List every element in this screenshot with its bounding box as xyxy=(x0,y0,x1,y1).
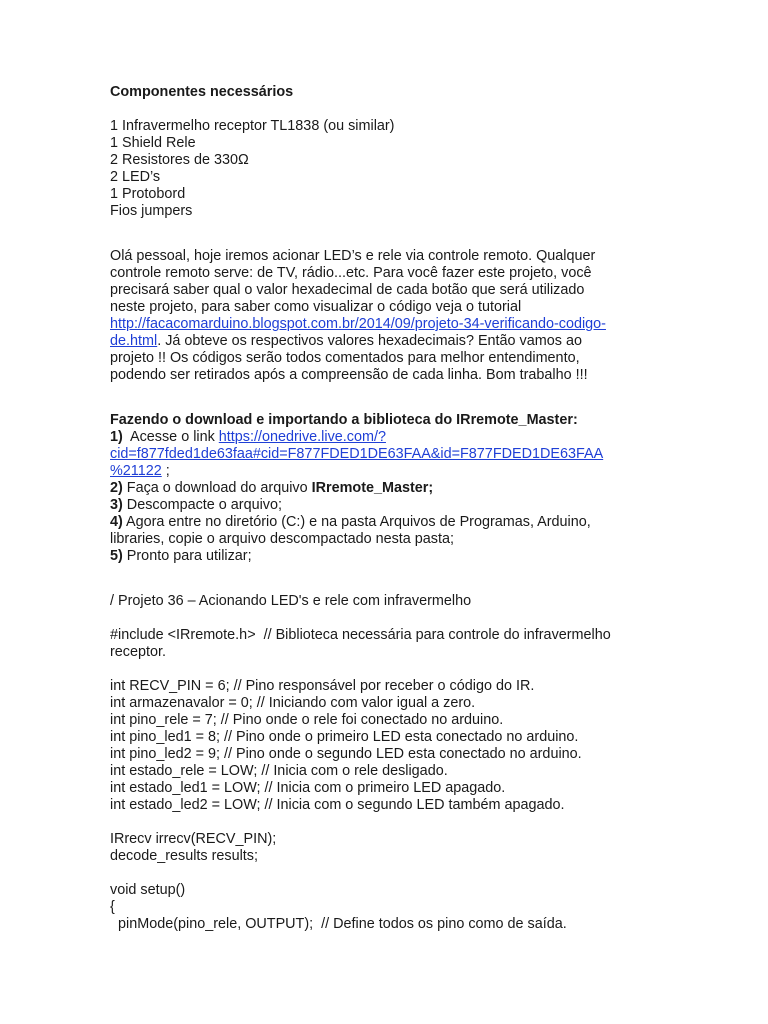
intro-line: neste projeto, para saber como visualizar o código veja o tutorial xyxy=(110,299,522,315)
step-3 xyxy=(110,497,768,514)
code-line: #include <IRremote.h> // Biblioteca necessária para controle do infravermelho xyxy=(110,627,611,643)
step-number: 5) xyxy=(110,548,123,564)
components-heading: Componentes necessários xyxy=(110,84,294,100)
step-text: ; xyxy=(161,463,170,479)
spacer xyxy=(110,814,768,831)
step-number: 2) xyxy=(110,480,123,496)
code-line: int armazenavalor = 0; // Iniciando com valor igual a zero. xyxy=(110,695,476,711)
tutorial-link-continued[interactable]: de.html xyxy=(110,333,158,349)
intro-line: Olá pessoal, hoje iremos acionar LED’s e rele via controle remoto. Qualquer xyxy=(110,248,596,264)
intro-line: controle remoto serve: de TV, rádio...etc. Para você fazer este projeto, você xyxy=(110,265,592,281)
code-line: void setup() xyxy=(110,882,186,898)
code-line: int RECV_PIN = 6; // Pino responsável por receber o código do IR. xyxy=(110,678,535,694)
code-title: / Projeto 36 – Acionando LED's e rele com infravermelho xyxy=(110,593,472,609)
component-item: 1 Shield Rele xyxy=(110,135,196,151)
step-number: 1) xyxy=(110,429,123,445)
step-5 xyxy=(110,548,768,565)
code-line: int estado_led1 = LOW; // Inicia com o primeiro LED apagado. xyxy=(110,780,506,796)
intro-text: . Já obteve os respectivos valores hexadecimais? Então vamos ao xyxy=(157,333,582,349)
spacer xyxy=(110,220,768,248)
code-line: int pino_led2 = 9; // Pino onde o segundo LED esta conectado no arduino. xyxy=(110,746,582,762)
tutorial-link[interactable]: http://facacomarduino.blogspot.com.br/2014/09/projeto-34-verificando-codigo- xyxy=(110,316,606,332)
component-item: 2 LED’s xyxy=(110,169,161,185)
code-line: IRrecv irrecv(RECV_PIN); xyxy=(110,831,277,847)
code-line: { xyxy=(110,899,115,915)
step-1-link-line xyxy=(110,446,768,463)
component-item: 2 Resistores de 330Ω xyxy=(110,152,249,168)
code-line: receptor. xyxy=(110,644,166,660)
step-number: 4) xyxy=(110,514,123,530)
spacer xyxy=(110,101,768,118)
step-2 xyxy=(110,480,768,497)
spacer xyxy=(110,384,768,412)
step-text: Acesse o link xyxy=(122,429,219,445)
download-heading: Fazendo o download e importando a biblioteca do IRremote_Master: xyxy=(110,412,578,428)
step-4 xyxy=(110,514,768,531)
spacer xyxy=(110,865,768,882)
component-item: 1 Protobord xyxy=(110,186,186,202)
step-text: Pronto para utilizar; xyxy=(122,548,252,564)
spacer xyxy=(110,610,768,627)
step-text: Faça o download do arquivo xyxy=(122,480,312,496)
intro-link-line xyxy=(110,316,768,333)
intro-line: precisará saber qual o valor hexadecimal de cada botão que será utilizado xyxy=(110,282,585,298)
step-text: Agora entre no diretório (C:) e na pasta Arquivos de Programas, Arduino, xyxy=(122,514,591,530)
step-number: 3) xyxy=(110,497,123,513)
spacer xyxy=(110,661,768,678)
intro-line xyxy=(110,333,768,350)
intro-line: podendo ser retirados após a compreensão de cada linha. Bom trabalho !!! xyxy=(110,367,588,383)
onedrive-link[interactable]: https://onedrive.live.com/? xyxy=(218,429,386,445)
step-text: Descompacte o arquivo; xyxy=(122,497,282,513)
code-line: int estado_led2 = LOW; // Inicia com o segundo LED também apagado. xyxy=(110,797,565,813)
intro-line: projeto !! Os códigos serão todos comentados para melhor entendimento, xyxy=(110,350,580,366)
step-1-link-line xyxy=(110,463,768,480)
code-line: pinMode(pino_rele, OUTPUT); // Define todos os pino como de saída. xyxy=(110,916,567,932)
code-line: int pino_led1 = 8; // Pino onde o primeiro LED esta conectado no arduino. xyxy=(110,729,579,745)
library-name: IRremote_Master; xyxy=(311,480,434,496)
onedrive-link-continued[interactable]: cid=f877fded1de63faa#cid=F877FDED1DE63FAA&id=F877FDED1DE63FAA xyxy=(110,446,604,462)
onedrive-link-end[interactable]: %21122 xyxy=(110,463,162,479)
component-item: 1 Infravermelho receptor TL1838 (ou similar) xyxy=(110,118,395,134)
step-4-continued: libraries, copie o arquivo descompactado nesta pasta; xyxy=(110,531,454,547)
spacer xyxy=(110,565,768,593)
component-item: Fios jumpers xyxy=(110,203,193,219)
code-line: decode_results results; xyxy=(110,848,258,864)
code-line: int estado_rele = LOW; // Inicia com o rele desligado. xyxy=(110,763,448,779)
code-line: int pino_rele = 7; // Pino onde o rele foi conectado no arduino. xyxy=(110,712,504,728)
step-1 xyxy=(110,429,768,446)
